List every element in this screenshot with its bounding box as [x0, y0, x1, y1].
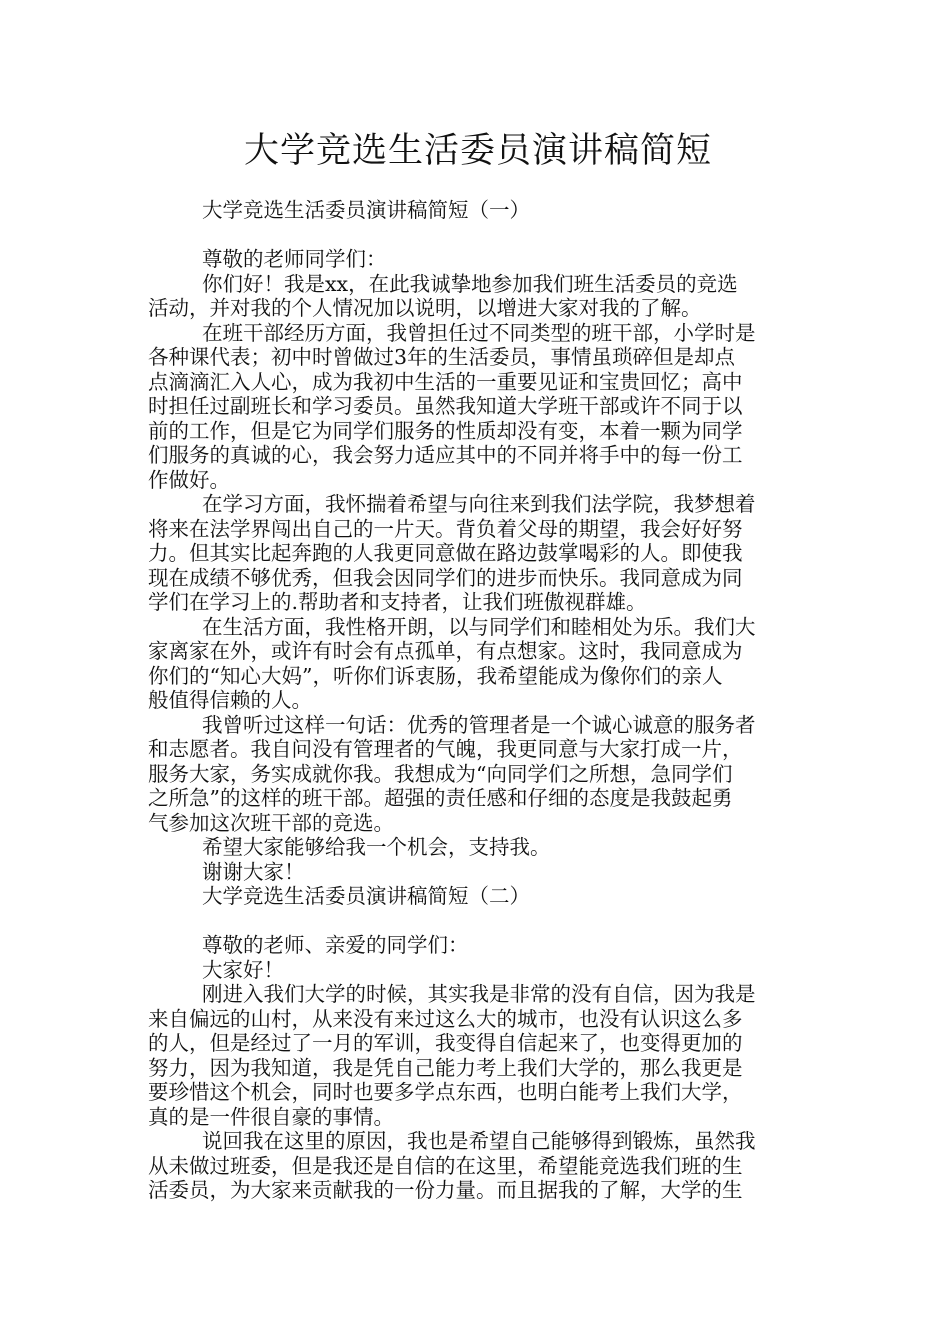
paragraph-line: 家离家在外，或许有时会有点孤单，有点想家。这时，我同意成为: [148, 639, 743, 663]
paragraph-line: 在学习方面，我怀揣着希望与向往来到我们法学院，我梦想着: [202, 492, 756, 516]
document-title: 大学竞选生活委员演讲稿简短: [243, 131, 712, 171]
paragraph-line: 希望大家能够给我一个机会，支持我。: [202, 835, 551, 859]
paragraph-line: 时担任过副班长和学习委员。虽然我知道大学班干部或许不同于以: [148, 394, 743, 418]
paragraph-line: 前的工作，但是它为同学们服务的性质却没有变，本着一颗为同学: [148, 418, 743, 443]
paragraph-line: 在生活方面，我性格开朗，以与同学们和睦相处为乐。我们大: [202, 614, 756, 639]
section-2-heading: 大学竞选生活委员演讲稿简短（二）: [202, 884, 530, 908]
paragraph-line: 气参加这次班干部的竞选。: [148, 810, 394, 835]
document-page: [148, 126, 808, 1203]
paragraph-line: 活动，并对我的个人情况加以说明，以增进大家对我的了解。: [148, 296, 702, 320]
paragraph-line: 点滴滴汇入人心，成为我初中生活的一重要见证和宝贵回忆；高中: [148, 369, 743, 394]
paragraph-line: 来自偏远的山村，从来没有来过这么大的城市，也没有认识这么多: [148, 1006, 743, 1031]
paragraph-line: 服务大家，务实成就你我。我想成为“向同学们之所想，急同学们: [148, 761, 733, 786]
paragraph-line: 之所急”的这样的班干部。超强的责任感和仔细的态度是我鼓起勇: [148, 786, 733, 810]
paragraph-line: 我曾听过这样一句话：优秀的管理者是一个诚心诚意的服务者: [202, 712, 756, 737]
section-1-heading: 大学竞选生活委员演讲稿简短（一）: [202, 198, 530, 222]
paragraph-line: 将来在法学界闯出自己的一片天。背负着父母的期望，我会好好努: [148, 516, 743, 541]
paragraph-line: 刚进入我们大学的时候，其实我是非常的没有自信，因为我是: [202, 982, 756, 1006]
paragraph-line: 大家好！: [202, 957, 284, 982]
paragraph-line: 活委员，为大家来贡献我的一份力量。而且据我的了解，大学的生: [148, 1178, 743, 1202]
paragraph-line: 从未做过班委，但是我还是自信的在这里，希望能竞选我们班的生: [148, 1153, 743, 1178]
closing-line: 谢谢大家！: [202, 859, 305, 884]
paragraph-line: 作做好。: [148, 467, 230, 492]
paragraph-line: 力。但其实比起奔跑的人我更同意做在路边鼓掌喝彩的人。即使我: [148, 541, 743, 565]
paragraph-line: 努力，因为我知道，我是凭自己能力考上我们大学的，那么我更是: [148, 1055, 743, 1080]
paragraph-line: 的人，但是经过了一月的军训，我变得自信起来了，也变得更加的: [148, 1031, 743, 1055]
blank-line: [148, 223, 808, 248]
paragraph-line: 要珍惜这个机会，同时也要多学点东西，也明白能考上我们大学，: [148, 1080, 743, 1104]
paragraph-line: 学们在学习上的.帮助者和支持者，让我们班傲视群雄。: [148, 590, 647, 614]
paragraph-line: 般值得信赖的人。: [148, 688, 312, 712]
paragraph-line: 在班干部经历方面，我曾担任过不同类型的班干部，小学时是: [202, 320, 756, 345]
paragraph-line: 真的是一件很自豪的事情。: [148, 1104, 394, 1129]
paragraph-line: 你们的“知心大妈”，听你们诉衷肠，我希望能成为像你们的亲人: [148, 663, 723, 688]
paragraph-line: 和志愿者。我自问没有管理者的气魄，我更同意与大家打成一片，: [148, 737, 743, 761]
paragraph-line: 各种课代表；初中时曾做过3年的生活委员，事情虽琐碎但是却点: [148, 345, 736, 369]
greeting: 尊敬的老师同学们：: [202, 247, 387, 271]
paragraph-line: 现在成绩不够优秀，但我会因同学们的进步而快乐。我同意成为同: [148, 565, 743, 590]
paragraph-line: 们服务的真诚的心，我会努力适应其中的不同并将手中的每一份工: [148, 443, 743, 467]
greeting: 尊敬的老师、亲爱的同学们：: [202, 933, 469, 957]
paragraph-line: 你们好！我是xx，在此我诚挚地参加我们班生活委员的竞选: [202, 271, 738, 296]
paragraph-line: 说回我在这里的原因，我也是希望自己能够得到锻炼，虽然我: [202, 1129, 756, 1153]
blank-line: [148, 909, 808, 934]
